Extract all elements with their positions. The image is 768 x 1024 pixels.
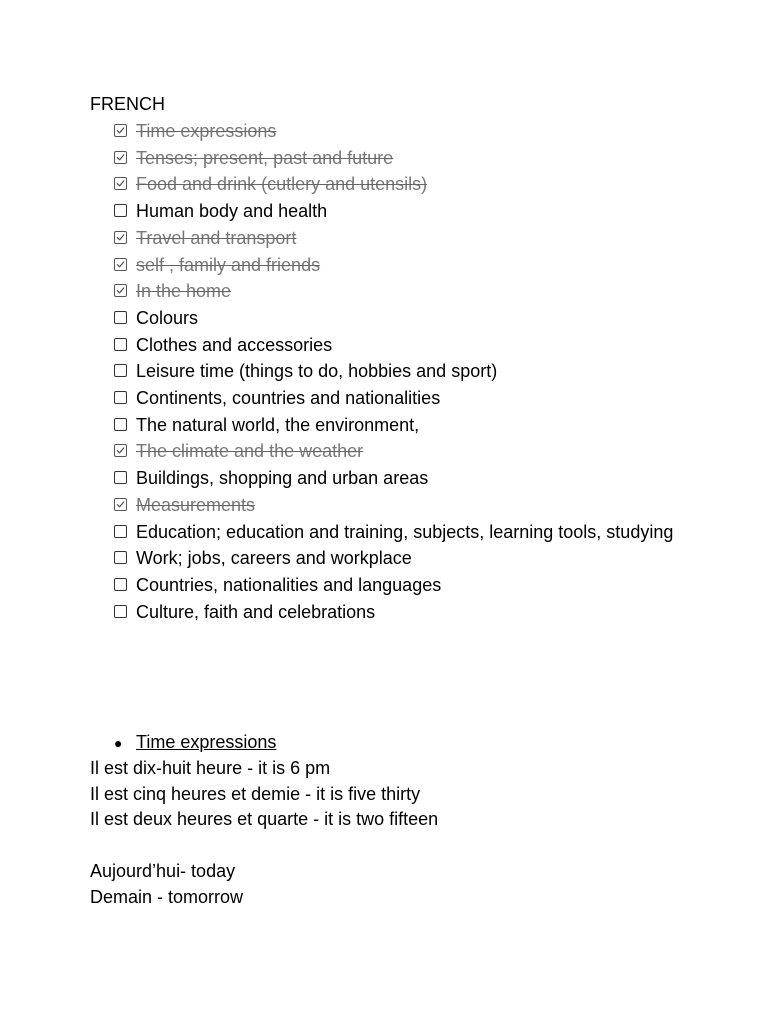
- note-line[interactable]: Il est cinq heures et demie - it is five thirty: [90, 783, 421, 804]
- note-line[interactable]: Demain - tomorrow: [90, 886, 244, 907]
- empty-checkbox-icon[interactable]: [114, 391, 127, 404]
- checklist-item-label: Work; jobs, careers and workplace: [136, 548, 412, 569]
- checklist-item[interactable]: [114, 599, 674, 626]
- checklist-item[interactable]: [114, 412, 674, 439]
- checklist-item[interactable]: [114, 171, 674, 198]
- checklist-item[interactable]: [114, 225, 674, 252]
- checklist-item-label: Colours: [136, 307, 199, 328]
- bullet-icon: ●: [114, 735, 123, 751]
- checklist-item-label: Buildings, shopping and urban areas: [136, 468, 429, 489]
- empty-checkbox-icon[interactable]: [114, 364, 127, 377]
- note-line[interactable]: Aujourd’hui- today: [90, 860, 236, 881]
- empty-checkbox-icon[interactable]: [114, 418, 127, 431]
- checklist-item[interactable]: [114, 545, 674, 572]
- checklist-item-label: Continents, countries and nationalities: [136, 388, 441, 409]
- vocabulary-notes: [90, 756, 438, 910]
- checklist-item[interactable]: [114, 385, 674, 412]
- checked-checkbox-icon[interactable]: [114, 444, 127, 457]
- checklist-item-label: Clothes and accessories: [136, 334, 333, 355]
- checklist-item-label: The natural world, the environment,: [136, 414, 420, 435]
- note-line[interactable]: Il est dix-huit heure - it is 6 pm: [90, 758, 331, 778]
- checklist-item-label: In the home: [136, 281, 232, 302]
- empty-checkbox-icon[interactable]: [114, 338, 127, 351]
- checklist-item[interactable]: [114, 438, 674, 465]
- checklist-item[interactable]: [114, 145, 674, 172]
- topic-checklist: [114, 118, 674, 625]
- checklist-item-label: Travel and transport: [136, 227, 297, 248]
- bullet-list: [114, 730, 276, 755]
- empty-checkbox-icon[interactable]: [114, 578, 127, 591]
- bullet-label[interactable]: Time expressions: [136, 732, 277, 752]
- empty-checkbox-icon[interactable]: [114, 204, 127, 217]
- checklist-item[interactable]: [114, 118, 674, 145]
- checked-checkbox-icon[interactable]: [114, 258, 127, 271]
- checklist-item-label: Time expressions: [136, 121, 277, 141]
- checked-checkbox-icon[interactable]: [114, 231, 127, 244]
- checked-checkbox-icon[interactable]: [114, 498, 127, 511]
- checklist-item[interactable]: [114, 198, 674, 225]
- checklist-item-label: Tenses; present, past and future: [136, 147, 394, 168]
- checklist-item[interactable]: [114, 519, 674, 546]
- checklist-item-label: Education; education and training, subjects, learning tools, studying: [136, 521, 674, 542]
- document-heading: FRENCH: [90, 94, 165, 114]
- checked-checkbox-icon[interactable]: [114, 177, 127, 190]
- checklist-item-label: Human body and health: [136, 201, 328, 222]
- note-line[interactable]: Il est deux heures et quarte - it is two fifteen: [90, 809, 439, 830]
- checklist-item[interactable]: [114, 572, 674, 599]
- empty-checkbox-icon[interactable]: [114, 525, 127, 538]
- checked-checkbox-icon[interactable]: [114, 124, 127, 137]
- checklist-item[interactable]: [114, 278, 674, 305]
- checklist-item[interactable]: [114, 492, 674, 519]
- checklist-item[interactable]: [114, 465, 674, 492]
- checklist-item-label: Food and drink (cutlery and utensils): [136, 174, 428, 195]
- checklist-item-label: Countries, nationalities and languages: [136, 574, 442, 595]
- checklist-item[interactable]: [114, 332, 674, 359]
- empty-checkbox-icon[interactable]: [114, 551, 127, 564]
- blank-line: [90, 833, 438, 859]
- checklist-item-label: self , family and friends: [136, 254, 321, 275]
- empty-checkbox-icon[interactable]: [114, 605, 127, 618]
- checklist-item[interactable]: [114, 252, 674, 279]
- empty-checkbox-icon[interactable]: [114, 311, 127, 324]
- checklist-item[interactable]: [114, 305, 674, 332]
- checklist-item-label: Measurements: [136, 494, 256, 515]
- checklist-item-label: Leisure time (things to do, hobbies and sport): [136, 361, 498, 382]
- checked-checkbox-icon[interactable]: [114, 151, 127, 164]
- checklist-item-label: The climate and the weather: [136, 441, 364, 462]
- empty-checkbox-icon[interactable]: [114, 471, 127, 484]
- checked-checkbox-icon[interactable]: [114, 284, 127, 297]
- checklist-item[interactable]: [114, 358, 674, 385]
- checklist-item-label: Culture, faith and celebrations: [136, 601, 376, 622]
